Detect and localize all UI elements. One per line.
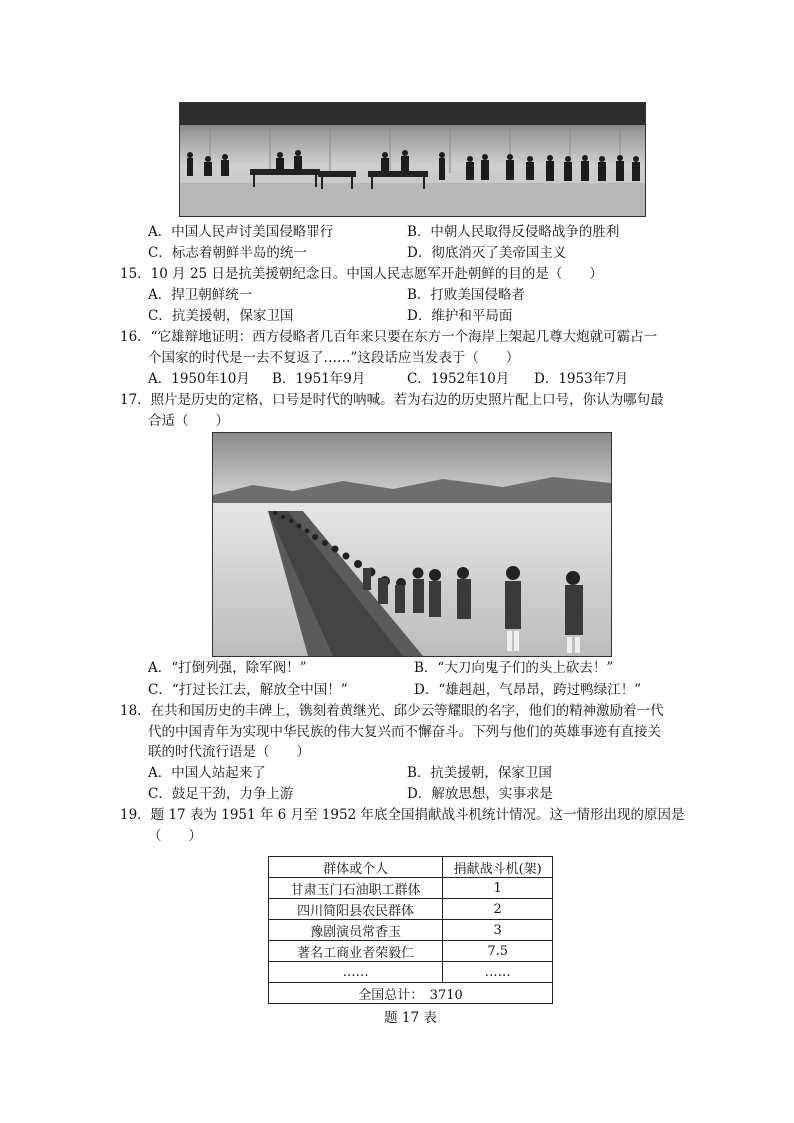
q15-option-c: C．抗美援朝，保家卫国 [148,308,294,324]
table-cell: 7.5 [443,941,553,962]
table-row [269,920,553,941]
q15-option-b: B．打败美国侵略者 [407,287,525,303]
table-header-cell: 捐献战斗机(架) [443,857,553,878]
table-cell: 甘肃玉门石油职工群体 [269,878,443,899]
table-row [269,941,553,962]
table-row [269,899,553,920]
q14-option-b: B．中朝人民取得反侵略战争的胜利 [407,224,620,240]
table-row [269,962,553,983]
q16-stem-line2: 个国家的时代是一去不复返了……”这段话应当发表于（ ） [148,350,520,366]
q18-option-d: D．解放思想，实事求是 [407,786,553,802]
q14-option-c: C．标志着朝鲜半岛的统一 [148,245,307,261]
q14-option-d: D．彻底消灭了美帝国主义 [407,245,567,261]
table-cell: …… [269,962,443,983]
armistice-signing-photo [179,102,646,217]
q17-option-c: C．“打过长江去，解放全中国！” [148,682,348,698]
table-cell: 豫剧演员常香玉 [269,920,443,941]
q18-option-b: B．抗美援朝，保家卫国 [407,765,552,781]
q16-option-c: C．1952年10月 [407,371,510,387]
q16-stem-line1: 16．“它雄辩地证明：西方侵略者几百年来只要在东方一个海岸上架起几尊大炮就可霸占一 [120,329,658,345]
q16-option-a: A．1950年10月 [148,371,250,387]
q17-stem-line1: 17．照片是历史的定格，口号是时代的呐喊。若为右边的历史照片配上口号，你认为哪句最 [120,392,664,408]
q15-stem: 15．10 月 25 日是抗美援朝纪念日。中国人民志愿军开赴朝鲜的目的是（ ） [120,266,603,282]
q15-option-d: D．维护和平局面 [407,308,513,324]
q18-option-c: C．鼓足干劲，力争上游 [148,786,294,802]
table-caption: 题 17 表 [384,1010,437,1026]
table-cell: 1 [443,878,553,899]
q17-option-a: A．“打倒列强，除军阀！” [148,660,307,676]
q18-stem-line3: 联的时代流行语是（ ） [148,744,310,760]
q19-stem-line1: 19．题 17 表为 1951 年 6 月至 1952 年底全国捐献战斗机统计情况。这一情形出现的原因是 [120,807,685,823]
q18-option-a: A．中国人站起来了 [148,765,266,781]
volunteers-crossing-river-photo [212,432,612,657]
q16-option-b: B．1951年9月 [272,371,366,387]
fighter-donation-table [268,856,553,1004]
table-cell: 著名工商业者荣毅仁 [269,941,443,962]
q17-option-b: B．“大刀向鬼子们的头上砍去！” [414,660,614,676]
table-row [269,878,553,899]
q16-option-d: D．1953年7月 [534,371,629,387]
table-cell: 2 [443,899,553,920]
q17-option-d: D．“雄赳赳，气昂昂，跨过鸭绿江！” [414,682,642,698]
table-cell: 四川简阳县农民群体 [269,899,443,920]
q18-stem-line1: 18．在共和国历史的丰碑上，镌刻着黄继光、邱少云等耀眼的名字，他们的精神激励着一代 [120,703,664,719]
q14-option-a: A．中国人民声讨美国侵略罪行 [148,224,334,240]
table-total-row [269,983,553,1004]
table-cell: …… [443,962,553,983]
table-cell: 3 [443,920,553,941]
q18-stem-line2: 代的中国青年为实现中华民族的伟大复兴而不懈奋斗。下列与他们的英雄事迹有直接关 [148,724,661,740]
table-header-cell: 群体或个人 [269,857,443,878]
table-total-cell: 全国总计： 3710 [269,983,553,1004]
table-header-row [269,857,553,878]
q17-stem-line2: 合适（ ） [148,413,229,429]
q15-option-a: A．捍卫朝鲜统一 [148,287,253,303]
q19-stem-line2: （ ） [148,828,202,844]
